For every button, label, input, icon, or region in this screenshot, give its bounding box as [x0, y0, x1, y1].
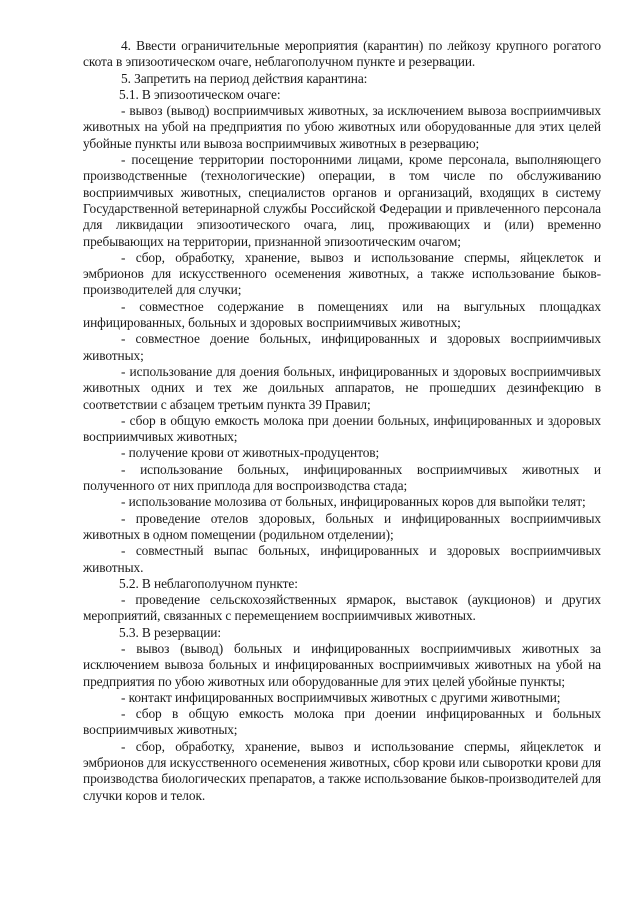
section-heading: 5.3. В резервации:: [119, 624, 221, 640]
paragraph: - совместное доение больных, инфицированных и здоровых восприимчивых животных;: [83, 331, 601, 363]
paragraph: - сбор в общую емкость молока при доении больных, инфицированных и здоровых восприимчивых животных;: [83, 412, 601, 445]
paragraph: - проведение отелов здоровых, больных и инфицированных восприимчивых животных в одном помещении (родильном отделении);: [83, 510, 601, 542]
paragraph: - вывоз (вывод) больных и инфицированных восприимчивых животных за исключением вывоза больных и инфицированных восприимчивых животных на убой на предприятия по убою животных или оборудованные для этих целей убойные пункты;: [83, 640, 601, 689]
paragraph: 4. Ввести ограничительные мероприятия (карантин) по лейкозу крупного рогатого скота в эпизоотическом очаге, неблагополучном пункте и резервации.: [83, 38, 601, 70]
paragraph: - совместное содержание в помещениях или на выгульных площадках инфицированных, больных и здоровых восприимчивых животных;: [83, 298, 601, 331]
document-body: [83, 38, 601, 804]
paragraph: - использование больных, инфицированных восприимчивых животных и полученного от них приплода для воспроизводства стада;: [83, 461, 601, 494]
paragraph: - использование молозива от больных, инфицированных коров для выпойки телят;: [121, 494, 586, 510]
paragraph: - сбор, обработку, хранение, вывоз и использование спермы, яйцеклеток и эмбрионов для искусственного осеменения животных, сбор крови или сыворотки крови для производства биологических препаратов, а также использование быков-производителей для случки коров и телок.: [83, 738, 601, 803]
paragraph: - сбор, обработку, хранение, вывоз и использование спермы, яйцеклеток и эмбрионов для искусственного осеменения животных, а также использование быков-производителей для случки;: [83, 249, 601, 298]
paragraph: - сбор в общую емкость молока при доении инфицированных и больных восприимчивых животных;: [83, 706, 601, 738]
section-heading: 5.1. В эпизоотическом очаге:: [119, 86, 281, 102]
paragraph: - совместный выпас больных, инфицированных и здоровых восприимчивых животных.: [83, 543, 601, 575]
paragraph: - использование для доения больных, инфицированных и здоровых восприимчивых животных одних и тех же доильных аппаратов, не прошедших дезинфекцию в соответствии с абзацем третьим пункта 39 Правил;: [83, 363, 601, 412]
section-heading: 5. Запретить на период действия карантина:: [121, 70, 368, 86]
paragraph: - посещение территории посторонними лицами, кроме персонала, выполняющего производственные (технологические) операции, в том числе по обслуживанию восприимчивых животных, специалистов органов и организаций, входящих в систему Государственной ветеринарной службы Российской Федерации и привлеченного персонала для ликвидации эпизоотического очага, лиц, проживающих и (или) временно пребывающих на территории, признанной эпизоотическим очагом;: [83, 152, 601, 249]
section-heading: 5.2. В неблагополучном пункте:: [119, 575, 298, 591]
paragraph: - контакт инфицированных восприимчивых животных с другими животными;: [121, 689, 561, 705]
paragraph: - получение крови от животных-продуцентов;: [121, 445, 380, 461]
paragraph: - проведение сельскохозяйственных ярмарок, выставок (аукционов) и других мероприятий, связанных с перемещением восприимчивых животных.: [83, 592, 601, 624]
paragraph: - вывоз (вывод) восприимчивых животных, за исключением вывоза восприимчивых животных на убой на предприятия по убою животных или оборудованные для этих целей убойные пункты или вывоза восприимчивых животных в резервацию;: [83, 103, 601, 151]
